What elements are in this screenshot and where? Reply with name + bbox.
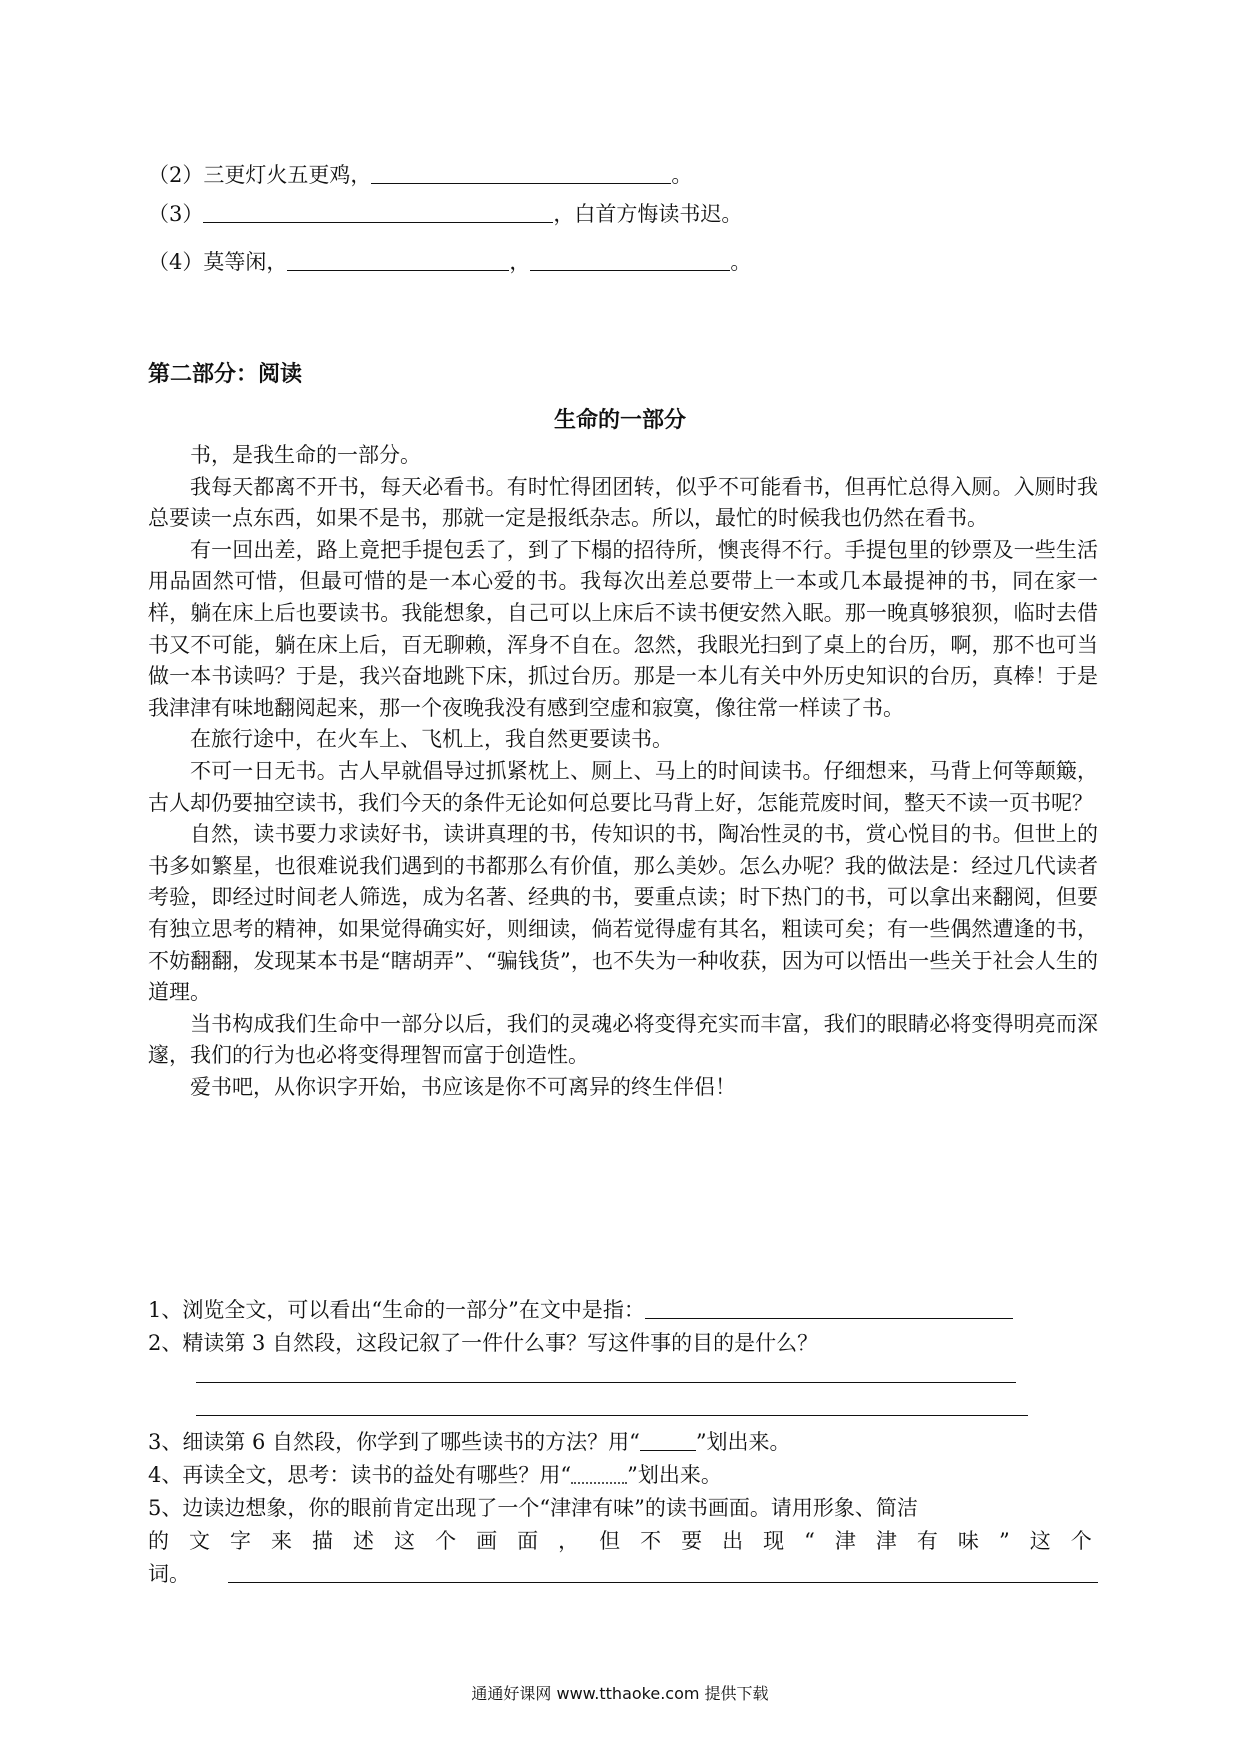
- question-2-text: 2、精读第 3 自然段，这段记叙了一件什么事？写这件事的目的是什么？: [148, 1331, 819, 1355]
- question-1-text: 1、浏览全文，可以看出“生命的一部分”在文中是指：: [148, 1298, 645, 1322]
- question-3-suffix: ”划出来。: [695, 1430, 791, 1454]
- article-paragraph: 爱书吧，从你识字开始，书应该是你不可离异的终生伴侣！: [190, 1074, 736, 1099]
- article-title: 生命的一部分: [553, 408, 686, 433]
- answer-line[interactable]: [148, 1360, 1098, 1393]
- question-list: [148, 1294, 1098, 1591]
- section-title: 第二部分：阅读: [148, 362, 303, 387]
- fill-blank-2: [148, 160, 692, 190]
- question-5-line-2: 的文字来描述这个画面，但不要出现“津津有味”这个: [148, 1529, 1098, 1553]
- answer-rule: [196, 1382, 1016, 1383]
- answer-blank[interactable]: [228, 1560, 1098, 1583]
- fill-blank-3-prefix: （3）: [148, 202, 204, 226]
- question-2: [148, 1327, 1098, 1360]
- question-5: [148, 1492, 1098, 1591]
- answer-blank[interactable]: [287, 248, 509, 271]
- fill-blank-4-mid: ，: [509, 250, 531, 274]
- question-5-line-3-text: 词。: [148, 1562, 190, 1586]
- fill-blank-4: [148, 247, 751, 277]
- fill-blank-4-suffix: 。: [730, 250, 752, 274]
- fill-blank-3-suffix: ，白首方悔读书迟。: [553, 202, 743, 226]
- answer-rule: [196, 1415, 1028, 1416]
- question-4-prefix: 4、再读全文，思考：读书的益处有哪些？用“: [148, 1463, 572, 1487]
- answer-blank[interactable]: [203, 200, 553, 223]
- article-paragraph: 我每天都离不开书，每天必看书。有时忙得团团转，似乎不可能看书，但再忙总得入厕。入厕时我总要读一点东西，如果不是书，那就一定是报纸杂志。所以，最忙的时候我也仍然在看书。: [148, 474, 1098, 531]
- wavy-underline-sample: [571, 1460, 627, 1484]
- answer-blank[interactable]: [371, 161, 671, 184]
- question-1: [148, 1294, 1098, 1327]
- article-paragraph: 有一回出差，路上竟把手提包丢了，到了下榻的招待所，懊丧得不行。手提包里的钞票及一些生活用品固然可惜，但最可惜的是一本心爱的书。我每次出差总要带上一本或几本最提神的书，同在家一样，躺在床上后也要读书。我能想象，自己可以上床后不读书便安然入眠。那一晚真够狼狈，临时去借书又不可能，躺在床上后，百无聊赖，浑身不自在。忽然，我眼光扫到了桌上的台历，啊，那不也可当做一本书读吗？于是，我兴奋地跳下床，抓过台历。那是一本儿有关中外历史知识的台历，真棒！于是我津津有味地翻阅起来，那一个夜晚我没有感到空虚和寂寞，像往常一样读了书。: [148, 537, 1098, 720]
- article-body: [148, 440, 1098, 1103]
- fill-blank-3: [148, 199, 742, 229]
- answer-line[interactable]: [148, 1393, 1098, 1426]
- question-3-prefix: 3、细读第 6 自然段，你学到了哪些读书的方法？用“: [148, 1430, 640, 1454]
- answer-blank[interactable]: [645, 1296, 1013, 1319]
- article-paragraph: 在旅行途中，在火车上、飞机上，我自然更要读书。: [190, 727, 673, 752]
- question-4: [148, 1459, 1098, 1492]
- question-5-line-1: 5、边读边想象，你的眼前肯定出现了一个“津津有味”的读书画面。请用形象、简洁: [148, 1496, 918, 1520]
- question-4-suffix: ”划出来。: [627, 1463, 722, 1487]
- page-footer: 通通好课网 www.tthaoke.com 提供下载: [471, 1684, 769, 1703]
- article-paragraph: 书，是我生命的一部分。: [190, 443, 421, 467]
- article-paragraph: 当书构成我们生命中一部分以后，我们的灵魂必将变得充实而丰富，我们的眼睛必将变得明亮而深邃，我们的行为也必将变得理智而富于创造性。: [148, 1011, 1098, 1068]
- question-5-line-3: [148, 1558, 1098, 1591]
- answer-blank[interactable]: [530, 248, 730, 271]
- fill-blank-2-prefix: （2）三更灯火五更鸡，: [148, 163, 372, 187]
- article-paragraph: 自然，读书要力求读好书，读讲真理的书，传知识的书，陶冶性灵的书，赏心悦目的书。但世上的书多如繁星，也很难说我们遇到的书都那么有价值，那么美妙。怎么办呢？我的做法是：经过几代读者考验，即经过时间老人筛选，成为名著、经典的书，要重点读；时下热门的书，可以拿出来翻阅，但要有独立思考的精神，如果觉得确实好，则细读，倘若觉得虚有其名，粗读可矣；有一些偶然遭逢的书，不妨翻翻，发现某本书是“瞎胡弄”、“骗钱货”，也不失为一种收获，因为可以悟出一些关于社会人生的道理。: [148, 822, 1098, 1005]
- straight-underline-sample: [640, 1428, 696, 1451]
- question-3: [148, 1426, 1098, 1459]
- fill-blank-4-prefix: （4）莫等闲，: [148, 250, 288, 274]
- article-paragraph: 不可一日无书。古人早就倡导过抓紧枕上、厕上、马上的时间读书。仔细想来，马背上何等颠簸，古人却仍要抽空读书，我们今天的条件无论如何总要比马背上好，怎能荒废时间，整天不读一页书呢？: [148, 758, 1098, 815]
- fill-blank-2-suffix: 。: [671, 163, 693, 187]
